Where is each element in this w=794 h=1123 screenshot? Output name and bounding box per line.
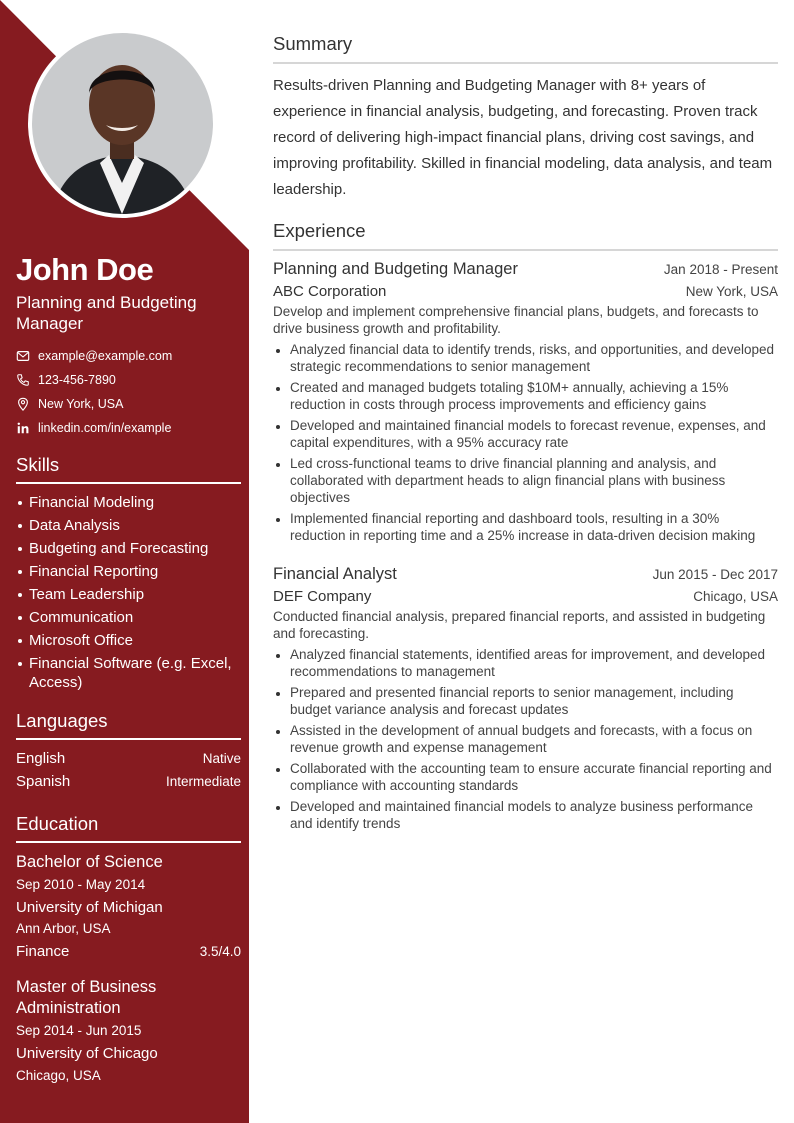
- contact-linkedin[interactable]: [16, 419, 171, 437]
- experience-entry: [273, 565, 778, 836]
- job-bullets: [273, 646, 778, 832]
- sidebar: [0, 0, 249, 1123]
- job-bullet: Developed and maintained financial models to forecast revenue, expenses, and capital expenditures, with a 95% accuracy rate: [273, 417, 778, 451]
- language-name: English: [16, 750, 66, 767]
- education-heading: Education: [16, 813, 241, 843]
- experience-entry: [273, 260, 778, 548]
- job-bullet: Analyzed financial data to identify trends, risks, and opportunities, and developed strategic recommendations to senior management: [273, 341, 778, 375]
- job-bullet: Analyzed financial statements, identified areas for improvement, and developed recommendations to management: [273, 646, 778, 680]
- job-header-row: [273, 565, 778, 584]
- job-bullet: Created and managed budgets totaling $10M+ annually, achieving a 15% reduction in costs through process improvements and efficiency gains: [273, 379, 778, 413]
- job-bullet: Collaborated with the accounting team to ensure accurate financial reporting and compliance with accounting standards: [273, 760, 778, 794]
- skills-heading: Skills: [16, 454, 241, 484]
- job-title: Planning and Budgeting Manager: [273, 260, 518, 278]
- job-company-row: [273, 279, 778, 300]
- languages-heading: Languages: [16, 710, 241, 740]
- job-bullet: Prepared and presented financial reports to senior management, including budget variance analysis and forecast updates: [273, 684, 778, 718]
- candidate-name: John Doe: [16, 252, 154, 287]
- job-location: New York, USA: [685, 284, 778, 299]
- skill-item: Team Leadership: [16, 585, 241, 604]
- job-description: Conducted financial analysis, prepared financial reports, and assisted in budgeting and forecasting.: [273, 609, 766, 641]
- education-field-row: [16, 943, 241, 960]
- job-bullet: Developed and maintained financial models to analyze business performance and identify trends: [273, 798, 778, 832]
- job-title: Financial Analyst: [273, 565, 397, 583]
- experience-heading: Experience: [273, 220, 778, 251]
- skills-list: [16, 493, 241, 696]
- language-level: Intermediate: [165, 774, 241, 789]
- job-bullet: Assisted in the development of annual budgets and forecasts, with a focus on revenue growth and expense management: [273, 722, 778, 756]
- job-dates: Jan 2018 - Present: [663, 262, 778, 277]
- profile-photo-image: [32, 33, 213, 214]
- job-bullets: [273, 341, 778, 544]
- skill-item: Data Analysis: [16, 516, 241, 535]
- summary-heading: Summary: [273, 33, 778, 64]
- skill-item: Financial Modeling: [16, 493, 241, 512]
- education-location: Ann Arbor, USA: [16, 921, 111, 936]
- education-degree: Master of Business Administration: [16, 978, 157, 1017]
- job-bullet: Led cross-functional teams to drive financial planning and analysis, and collaborated with department heads to align financial plans with business objectives: [273, 455, 778, 506]
- candidate-title: Planning and Budgeting Manager: [16, 293, 197, 333]
- skill-item: Financial Reporting: [16, 562, 241, 581]
- summary-text: Results-driven Planning and Budgeting Manager with 8+ years of experience in financial analysis, budgeting, and forecasting. Proven track record of delivering high-impact financial plans, driving cost savings, and improving profitability. Skilled in financial modeling, data analysis, and team leadership.: [273, 77, 773, 198]
- linkedin-icon: [16, 421, 30, 435]
- mail-icon: [16, 349, 30, 363]
- language-row: [16, 750, 241, 767]
- skill-item: Microsoft Office: [16, 631, 241, 650]
- job-bullet: Implemented financial reporting and dashboard tools, resulting in a 30% reduction in reporting time and a 25% increase in data-driven decision making: [273, 510, 778, 544]
- job-dates: Jun 2015 - Dec 2017: [652, 567, 778, 582]
- contact-phone[interactable]: [16, 371, 116, 389]
- contact-location: [16, 395, 123, 413]
- skill-item: Communication: [16, 608, 241, 627]
- education-school: University of Michigan: [16, 899, 163, 916]
- language-name: Spanish: [16, 773, 71, 790]
- skill-item: Financial Software (e.g. Excel, Access): [16, 654, 241, 692]
- email-text: example@example.com: [38, 349, 173, 363]
- language-level: Native: [202, 751, 241, 766]
- location-text: New York, USA: [38, 397, 124, 411]
- job-description: Develop and implement comprehensive financial plans, budgets, and forecasts to drive business growth and profitability.: [273, 304, 759, 336]
- education-gpa: 3.5/4.0: [199, 944, 241, 959]
- profile-photo: [28, 29, 217, 218]
- job-company: DEF Company: [273, 588, 372, 605]
- education-location: Chicago, USA: [16, 1068, 101, 1083]
- linkedin-text: linkedin.com/in/example: [38, 421, 172, 435]
- contact-email[interactable]: [16, 347, 172, 365]
- education-dates: Sep 2010 - May 2014: [16, 877, 146, 892]
- job-location: Chicago, USA: [693, 589, 778, 604]
- language-row: [16, 773, 241, 790]
- skill-item: Budgeting and Forecasting: [16, 539, 241, 558]
- job-company-row: [273, 584, 778, 605]
- location-pin-icon: [16, 397, 30, 411]
- education-field: Finance: [16, 943, 70, 960]
- education-degree: Bachelor of Science: [16, 853, 163, 871]
- phone-text: 123-456-7890: [38, 373, 116, 387]
- job-company: ABC Corporation: [273, 283, 387, 300]
- education-school: University of Chicago: [16, 1045, 158, 1062]
- job-header-row: [273, 260, 778, 279]
- phone-icon: [16, 373, 30, 387]
- education-dates: Sep 2014 - Jun 2015: [16, 1023, 142, 1038]
